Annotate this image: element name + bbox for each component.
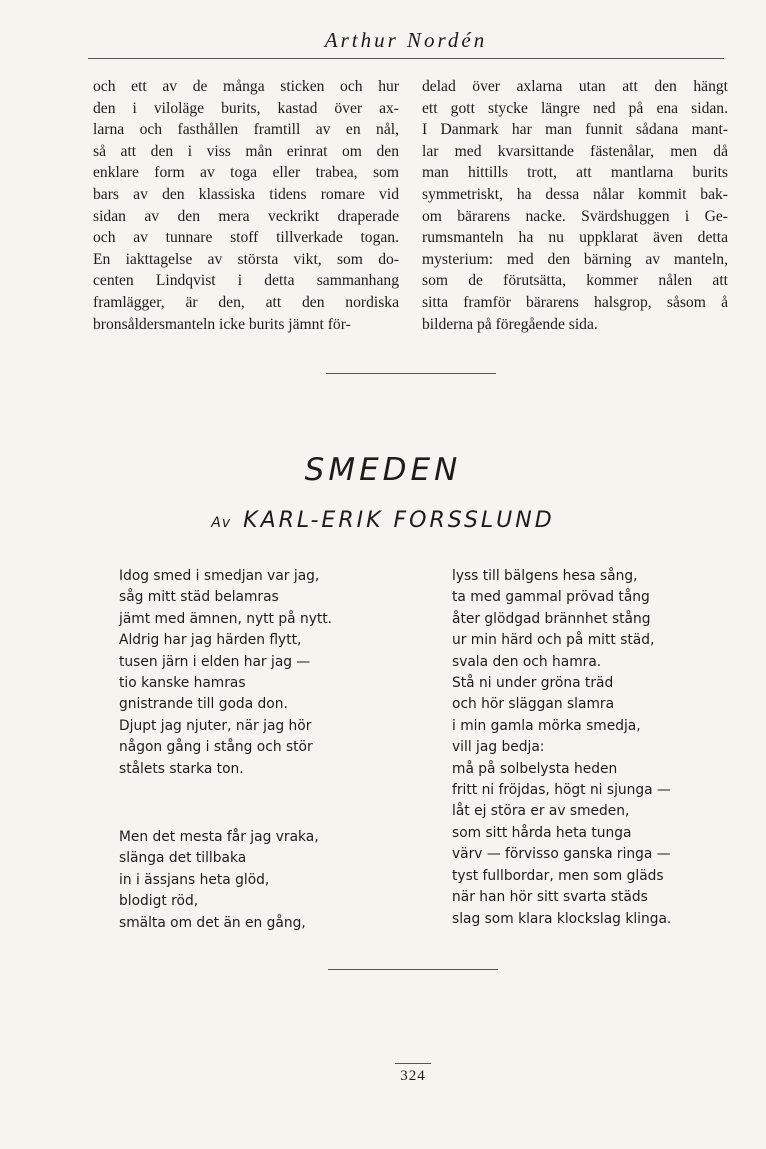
text-line: gnistrande till goda don. <box>119 696 288 713</box>
text-line: bronsåldersmanteln icke burits jämnt för- <box>93 315 351 333</box>
text-line: tusen järn i elden har jag — <box>119 653 311 670</box>
text-line: svala den och hamra. <box>452 653 602 670</box>
text-line: må på solbelysta heden <box>452 760 618 777</box>
text-line: värv — förvisso ganska ringa — <box>452 846 671 863</box>
text-line: En iakttagelse av största vikt, som do- <box>93 250 399 268</box>
text-line: Aldrig har jag härden flytt, <box>119 632 302 649</box>
text-line: ur min härd och på mitt städ, <box>452 632 655 649</box>
poem-title: SMEDEN <box>304 452 462 488</box>
text-line: jämt med ämnen, nytt på nytt. <box>119 610 333 627</box>
running-head <box>88 28 724 59</box>
text-line: I Danmark har man funnit sådana mant- <box>422 121 728 139</box>
text-line: Djupt jag njuter, när jag hör <box>119 717 312 734</box>
text-line: fritt ni fröjdas, högt ni sjunga — <box>452 782 671 799</box>
page-number: 324 <box>400 1068 426 1084</box>
text-line: smälta om det än en gång, <box>119 914 306 931</box>
text-line: någon gång i stång och stör <box>119 739 313 756</box>
byline-prefix: Av <box>211 515 232 531</box>
running-title: Arthur Nordén <box>324 28 488 52</box>
text-line: symmetriskt, ha dessa nålar kommit bak- <box>422 185 728 203</box>
text-line: sitta framför bärarens halsgrop, såsom å <box>422 293 728 311</box>
text-line: slänga det tillbaka <box>119 850 247 867</box>
text-line: mysterium: med den bärning av manteln, <box>422 250 728 268</box>
text-line: rumsmanteln ha nu uppklarat även detta <box>422 229 728 247</box>
section-divider <box>326 373 496 374</box>
text-line: sidan av den mera veckrikt draperade <box>93 207 399 225</box>
text-line: och av tunnare stoff tillverkade togan. <box>93 229 399 247</box>
text-line: man hittills trott, att mantlarna burits <box>422 164 728 182</box>
byline <box>0 508 766 533</box>
text-line: den i viloläge burits, kastad över ax- <box>93 99 399 117</box>
text-line: tio kanske hamras <box>119 675 246 692</box>
text-line: så att den i viss mån erinrat om den <box>93 142 399 160</box>
text-line: ta med gammal prövad tång <box>452 589 650 606</box>
prose-column-right <box>422 76 728 335</box>
stanza-2 <box>119 827 319 934</box>
text-line: Idog smed i smedjan var jag, <box>119 568 320 584</box>
text-line: stålets starka ton. <box>119 760 244 777</box>
text-line: om bärarens nacke. Svärdshuggen i Ge- <box>422 207 728 225</box>
text-line: larna och fasthållen framtill av en nål, <box>93 121 399 139</box>
text-line: Men det mesta får jag vraka, <box>119 829 319 845</box>
byline-author: KARL-ERIK FORSSLUND <box>243 508 555 533</box>
text-line: bars av den klassiska tidens romare vid <box>93 185 399 203</box>
text-line: vill jag bedja: <box>452 739 545 756</box>
text-line: låt ej störa er av smeden, <box>452 803 630 820</box>
text-line: åter glödgad brännhet stång <box>452 610 651 627</box>
text-line: såg mitt städ belamras <box>119 589 279 606</box>
text-line: när han hör sitt svarta städs <box>452 889 648 906</box>
text-line: och ett av de många sticken och hur <box>93 78 399 95</box>
text-line: som sitt hårda heta tunga <box>452 824 632 841</box>
prose-column-left <box>93 76 399 335</box>
text-line: delad över axlarna utan att den hängt <box>422 78 728 95</box>
text-line: framlägger, är den, att den nordiska <box>93 293 399 311</box>
stanza-3 <box>452 566 671 930</box>
page-number-rule <box>395 1063 431 1064</box>
text-line: in i ässjans heta glöd, <box>119 871 270 888</box>
text-line: och hör släggan slamra <box>452 696 615 713</box>
text-line: centen Lindqvist i detta sammanhang <box>93 272 399 290</box>
text-line: lar med kvarsittande fästenålar, men då <box>422 142 728 160</box>
text-line: bilderna på föregående sida. <box>422 315 598 333</box>
text-line: tyst fullbordar, men som gläds <box>452 867 664 884</box>
text-line: slag som klara klockslag klinga. <box>452 910 672 927</box>
text-line: Stå ni under gröna träd <box>452 675 614 692</box>
text-line: i min gamla mörka smedja, <box>452 717 641 734</box>
end-divider <box>328 969 498 970</box>
text-line: lyss till bälgens hesa sång, <box>452 568 638 584</box>
stanza-1 <box>119 566 332 780</box>
text-line: blodigt röd, <box>119 893 199 910</box>
text-line: ett gott stycke längre ned på ena sidan. <box>422 99 728 117</box>
text-line: som de förutsätta, kommer nålen att <box>422 272 728 290</box>
text-line: enklare form av toga eller trabea, som <box>93 164 399 182</box>
